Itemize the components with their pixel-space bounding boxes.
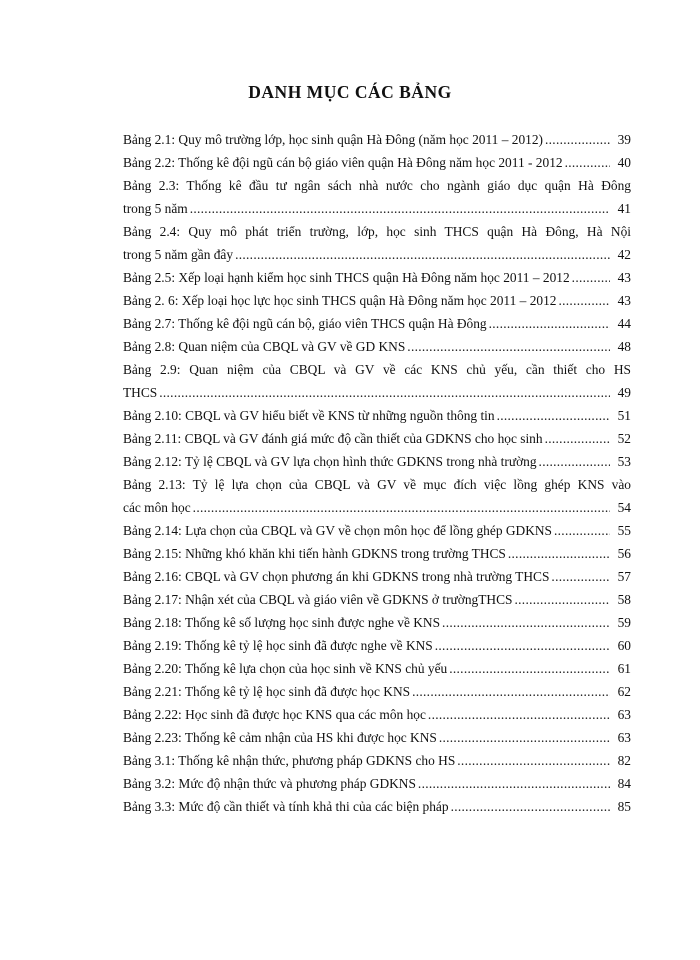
toc-page-number: 61 (617, 661, 631, 676)
toc-entry-title: Bảng 3.3: Mức độ cần thiết và tính khả thi của các biện pháp (123, 799, 449, 814)
toc-leader-dots (412, 680, 610, 703)
toc-entry-title: Bảng 2.13: Tỷ lệ lựa chọn của CBQL và GV về mục đích việc lồng ghép KNS vào (123, 477, 631, 492)
toc-page-number: 59 (617, 615, 631, 630)
toc-entry-title: Bảng 3.1: Thống kê nhận thức, phương pháp GDKNS cho HS (123, 753, 456, 768)
toc-entry-title-cont: trong 5 năm gần đây (123, 247, 234, 262)
toc-page-number: 52 (617, 431, 631, 446)
toc-entry (123, 565, 631, 588)
toc-entry-title: Bảng 2.1: Quy mô trường lớp, học sinh quận Hà Đông (năm học 2011 – 2012) (123, 132, 543, 147)
toc-leader-dots (508, 542, 610, 565)
toc-entry-title-cont: trong 5 năm (123, 201, 188, 216)
toc-entry (123, 128, 631, 151)
toc-page-number: 84 (617, 776, 631, 791)
toc-entry (123, 220, 631, 266)
toc-entry-title: Bảng 2.9: Quan niệm của CBQL và GV về các KNS chủ yếu, cần thiết cho HS (123, 362, 631, 377)
toc-page-number: 55 (617, 523, 631, 538)
table-of-contents (123, 128, 631, 818)
toc-entry-title: Bảng 2.16: CBQL và GV chọn phương án khi GDKNS trong nhà trường THCS (123, 569, 550, 584)
toc-entry-title: Bảng 2.14: Lựa chọn của CBQL và GV về chọn môn học để lồng ghép GDKNS (123, 523, 552, 538)
toc-page-number: 44 (617, 316, 631, 331)
toc-entry-title: Bảng 2.21: Thống kê tỷ lệ học sinh đã được học KNS (123, 684, 411, 699)
toc-page-number: 62 (617, 684, 631, 699)
toc-leader-dots (418, 772, 610, 795)
toc-entry (123, 404, 631, 427)
toc-leader-dots (442, 611, 610, 634)
toc-page-number: 63 (617, 707, 631, 722)
toc-entry-title: Bảng 2.23: Thống kê cảm nhận của HS khi được học KNS (123, 730, 437, 745)
toc-leader-dots (551, 565, 609, 588)
toc-leader-dots (159, 381, 609, 404)
toc-page-number: 54 (617, 500, 631, 515)
toc-entry-title: Bảng 2.3: Thống kê đầu tư ngân sách nhà nước cho ngành giáo dục quận Hà Đông (123, 178, 631, 193)
toc-leader-dots (435, 634, 610, 657)
toc-entry-title: Bảng 2.2: Thống kê đội ngũ cán bộ giáo viên quận Hà Đông năm học 2011 - 2012 (123, 155, 563, 170)
toc-leader-dots (554, 519, 610, 542)
toc-leader-dots (457, 749, 609, 772)
toc-page-number: 42 (617, 247, 631, 262)
toc-leader-dots (572, 266, 610, 289)
toc-leader-dots (235, 243, 610, 266)
toc-page-number: 39 (617, 132, 631, 147)
toc-page-number: 63 (617, 730, 631, 745)
toc-entry-title-cont: THCS (123, 385, 158, 400)
toc-page-number: 85 (617, 799, 631, 814)
toc-entry-title: Bảng 3.2: Mức độ nhận thức và phương pháp GDKNS (123, 776, 416, 791)
toc-entry-title: Bảng 2.10: CBQL và GV hiểu biết về KNS từ những nguồn thông tin (123, 408, 495, 423)
page-title: DANH MỤC CÁC BẢNG (248, 82, 452, 102)
toc-entry-title: Bảng 2.11: CBQL và GV đánh giá mức độ cần thiết của GDKNS cho học sinh (123, 431, 543, 446)
toc-entry (123, 657, 631, 680)
toc-entry-title: Bảng 2.7: Thống kê đội ngũ cán bộ, giáo viên THCS quận Hà Đông (123, 316, 487, 331)
toc-leader-dots (190, 197, 610, 220)
toc-entry-title: Bảng 2.17: Nhận xét của CBQL và giáo viên về GDKNS ở trườngTHCS (123, 592, 513, 607)
toc-entry-title: Bảng 2.20: Thống kê lựa chọn của học sinh về KNS chủ yếu (123, 661, 448, 676)
toc-entry-title: Bảng 2.12: Tỷ lệ CBQL và GV lựa chọn hình thức GDKNS trong nhà trường (123, 454, 537, 469)
toc-entry (123, 703, 631, 726)
toc-entry (123, 795, 631, 818)
toc-entry (123, 634, 631, 657)
toc-page-number: 56 (617, 546, 631, 561)
toc-entry (123, 542, 631, 565)
toc-entry-title: Bảng 2.4: Quy mô phát triển trường, lớp, học sinh THCS quận Hà Đông, Hà Nội (123, 224, 631, 239)
toc-entry-title: Bảng 2.5: Xếp loại hạnh kiểm học sinh THCS quận Hà Đông năm học 2011 – 2012 (123, 270, 570, 285)
toc-entry-title: Bảng 2.22: Học sinh đã được học KNS qua các môn học (123, 707, 426, 722)
toc-entry (123, 611, 631, 634)
toc-entry-title: Bảng 2.19: Thống kê tỷ lệ học sinh đã được nghe về KNS (123, 638, 433, 653)
toc-entry (123, 680, 631, 703)
toc-leader-dots (497, 404, 610, 427)
toc-entry (123, 473, 631, 519)
toc-page-number: 43 (617, 293, 631, 308)
toc-page-number: 48 (617, 339, 631, 354)
toc-leader-dots (489, 312, 610, 335)
toc-leader-dots (545, 128, 610, 151)
toc-page-number: 51 (617, 408, 631, 423)
toc-entry (123, 427, 631, 450)
toc-page-number: 53 (617, 454, 631, 469)
toc-leader-dots (451, 795, 610, 818)
toc-leader-dots (565, 151, 610, 174)
toc-leader-dots (407, 335, 609, 358)
toc-page-number: 82 (617, 753, 631, 768)
toc-leader-dots (539, 450, 610, 473)
toc-entry (123, 726, 631, 749)
toc-leader-dots (193, 496, 610, 519)
toc-entry (123, 519, 631, 542)
toc-entry (123, 358, 631, 404)
toc-entry (123, 312, 631, 335)
toc-page-number: 49 (617, 385, 631, 400)
toc-entry (123, 450, 631, 473)
toc-entry-title-cont: các môn học (123, 500, 191, 515)
toc-leader-dots (545, 427, 610, 450)
toc-page-number: 41 (617, 201, 631, 216)
toc-entry (123, 289, 631, 312)
toc-leader-dots (439, 726, 610, 749)
toc-leader-dots (428, 703, 610, 726)
toc-entry (123, 335, 631, 358)
toc-entry-title: Bảng 2.18: Thống kê số lượng học sinh được nghe về KNS (123, 615, 441, 630)
toc-entry-title: Bảng 2. 6: Xếp loại học lực học sinh THCS quận Hà Đông năm học 2011 – 2012 (123, 293, 557, 308)
toc-page-number: 40 (617, 155, 631, 170)
toc-entry (123, 266, 631, 289)
toc-page-number: 43 (617, 270, 631, 285)
toc-entry (123, 749, 631, 772)
toc-entry-title: Bảng 2.8: Quan niệm của CBQL và GV về GD KNS (123, 339, 406, 354)
toc-page-number: 60 (617, 638, 631, 653)
toc-entry (123, 151, 631, 174)
toc-page-number: 57 (617, 569, 631, 584)
toc-entry (123, 588, 631, 611)
toc-page-number: 58 (617, 592, 631, 607)
toc-entry (123, 772, 631, 795)
toc-leader-dots (558, 289, 609, 312)
toc-entry-title: Bảng 2.15: Những khó khăn khi tiến hành GDKNS trong trường THCS (123, 546, 506, 561)
toc-entry (123, 174, 631, 220)
toc-leader-dots (449, 657, 609, 680)
toc-leader-dots (515, 588, 610, 611)
